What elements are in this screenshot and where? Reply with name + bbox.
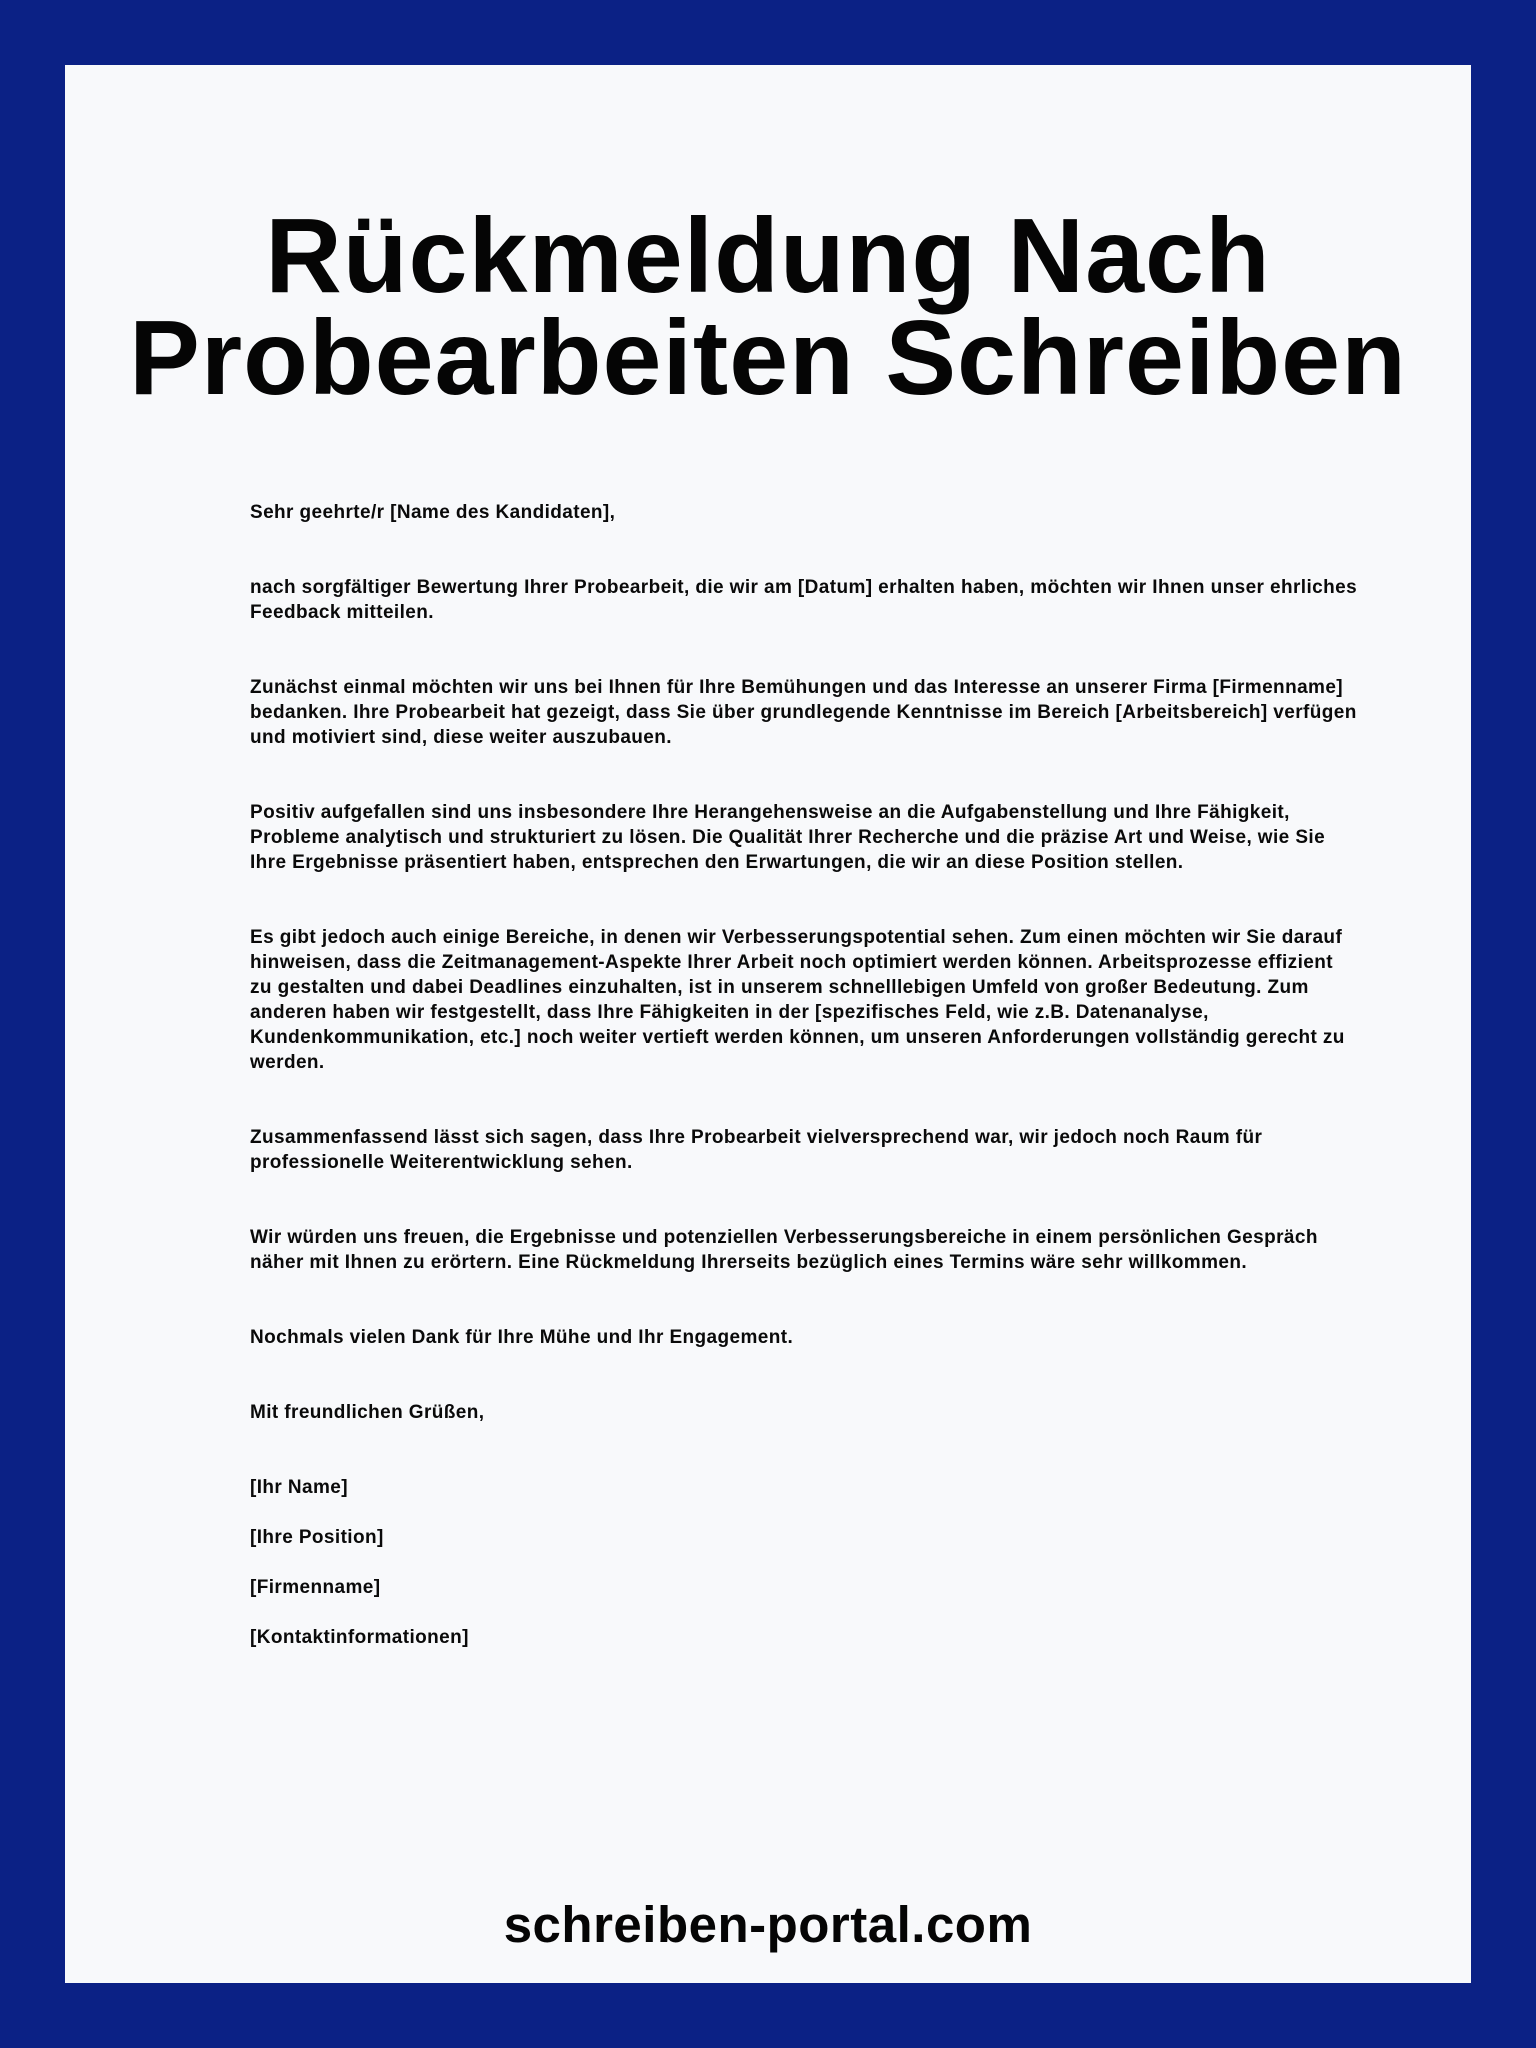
page-title: [65, 197, 1471, 417]
paragraph-1: nach sorgfältiger Bewertung Ihrer Probearbeit, die wir am [Datum] erhalten haben, möchten wir Ihnen unser ehrliches Feedback mitteilen.: [250, 577, 1358, 623]
paragraph-7: Nochmals vielen Dank für Ihre Mühe und Ihr Engagement.: [250, 1327, 794, 1348]
letter-body: [250, 500, 1360, 1650]
signature-contact: [Kontaktinformationen]: [250, 1627, 469, 1648]
paragraph-5: Zusammenfassend lässt sich sagen, dass Ihre Probearbeit vielversprechend war, wir jedoch noch Raum für professionelle Weiterentwicklung sehen.: [250, 1127, 1263, 1173]
paragraph-6: Wir würden uns freuen, die Ergebnisse und potenziellen Verbesserungsbereiche in einem persönlichen Gespräch näher mit Ihnen zu erörtern. Eine Rückmeldung Ihrerseits bezüglich eines Termins wäre sehr willkommen.: [250, 1227, 1318, 1273]
title-line-2: Probearbeiten Schreiben: [129, 299, 1407, 417]
letter-page: [65, 65, 1471, 1983]
paragraph-3: Positiv aufgefallen sind uns insbesondere Ihre Herangehensweise an die Aufgabenstellung und Ihre Fähigkeit, Probleme analytisch und strukturiert zu lösen. Die Qualität Ihrer Recherche und die präzise Art und Weise, wie Sie Ihre Ergebnisse präsentiert haben, entsprechen den Erwartungen, die wir an diese Position stellen.: [250, 802, 1326, 873]
salutation: Sehr geehrte/r [Name des Kandidaten],: [250, 502, 616, 523]
signature-name: [Ihr Name]: [250, 1477, 348, 1498]
signature-company: [Firmenname]: [250, 1577, 381, 1598]
paragraph-2: Zunächst einmal möchten wir uns bei Ihnen für Ihre Bemühungen und das Interesse an unserer Firma [Firmenname] bedanken. Ihre Probearbeit hat gezeigt, dass Sie über grundlegende Kenntnisse im Bereich [Arbeitsbereich] verfügen und motiviert sind, diese weiter auszubauen.: [250, 677, 1357, 748]
closing: Mit freundlichen Grüßen,: [250, 1402, 485, 1423]
footer-site: schreiben-portal.com: [503, 1896, 1033, 1953]
signature-position: [Ihre Position]: [250, 1527, 384, 1548]
paragraph-4: Es gibt jedoch auch einige Bereiche, in denen wir Verbesserungspotential sehen. Zum einen möchten wir Sie darauf hinweisen, dass die Zeitmanagement-Aspekte Ihrer Arbeit noch optimiert werden können. Arbeitsprozesse effizient zu gestalten und dabei Deadlines einzuhalten, ist in unserem schnelllebigen Umfeld von großer Bedeutung. Zum anderen haben wir festgestellt, dass Ihre Fähigkeiten in der [spezifisches Feld, wie z.B. Datenanalyse, Kundenkommunikation, etc.] noch weiter vertieft werden können, um unseren Anforderungen vollständig gerecht zu werden.: [250, 927, 1345, 1073]
title-line-1: Rückmeldung Nach: [265, 197, 1271, 315]
